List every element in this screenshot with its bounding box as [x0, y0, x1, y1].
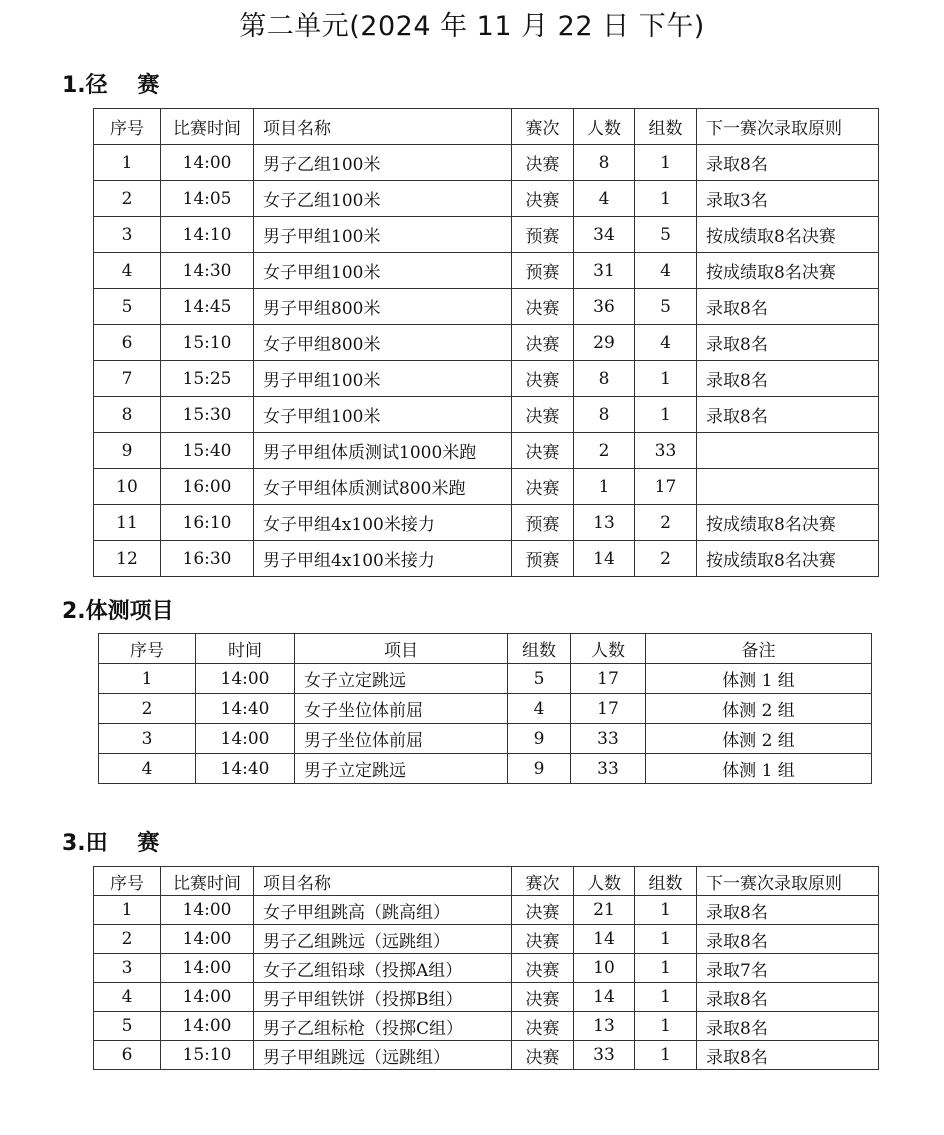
cell-time: 14:00: [161, 1012, 254, 1041]
cell-round: 预赛: [512, 505, 574, 541]
cell-round: 决赛: [512, 469, 574, 505]
cell-note: 体测 2 组: [646, 724, 872, 754]
table-row: [94, 541, 879, 577]
cell-groups: 1: [635, 954, 697, 983]
cell-time: 15:40: [161, 433, 254, 469]
cell-groups: 17: [635, 469, 697, 505]
cell-note: 体测 1 组: [646, 754, 872, 784]
cell-advance-rule: 录取8名: [697, 289, 879, 325]
cell-event: 女子甲组4x100米接力: [254, 505, 512, 541]
cell-advance-rule: 录取7名: [697, 954, 879, 983]
cell-advance-rule: 录取8名: [697, 983, 879, 1012]
cell-participants: 2: [574, 433, 635, 469]
cell-round: 决赛: [512, 145, 574, 181]
column-header-participants: 人数: [571, 634, 646, 664]
cell-time: 14:45: [161, 289, 254, 325]
cell-groups: 1: [635, 896, 697, 925]
cell-participants: 31: [574, 253, 635, 289]
column-header-index: 序号: [94, 109, 161, 145]
table-row: [99, 694, 872, 724]
cell-round: 决赛: [512, 181, 574, 217]
cell-advance-rule: 录取8名: [697, 325, 879, 361]
table-row: [99, 754, 872, 784]
cell-event: 女子甲组跳高（跳高组）: [254, 896, 512, 925]
cell-groups: 9: [508, 724, 571, 754]
cell-participants: 36: [574, 289, 635, 325]
cell-time: 15:10: [161, 325, 254, 361]
cell-groups: 33: [635, 433, 697, 469]
cell-index: 2: [99, 694, 196, 724]
cell-time: 16:30: [161, 541, 254, 577]
cell-advance-rule: 录取8名: [697, 397, 879, 433]
cell-round: 决赛: [512, 289, 574, 325]
cell-round: 决赛: [512, 925, 574, 954]
cell-event: 男子甲组体质测试1000米跑: [254, 433, 512, 469]
table-row: [99, 724, 872, 754]
cell-participants: 10: [574, 954, 635, 983]
cell-groups: 1: [635, 1041, 697, 1070]
cell-advance-rule: 按成绩取8名决赛: [697, 541, 879, 577]
cell-index: 9: [94, 433, 161, 469]
cell-index: 5: [94, 289, 161, 325]
table-header-row: [99, 634, 872, 664]
cell-participants: 33: [571, 724, 646, 754]
cell-time: 14:40: [196, 694, 295, 724]
cell-groups: 4: [635, 325, 697, 361]
table-row: [94, 325, 879, 361]
cell-event: 男子甲组铁饼（投掷B组）: [254, 983, 512, 1012]
cell-advance-rule: 录取8名: [697, 1012, 879, 1041]
cell-groups: 5: [635, 217, 697, 253]
cell-round: 决赛: [512, 1012, 574, 1041]
table-row: [94, 954, 879, 983]
cell-groups: 1: [635, 361, 697, 397]
cell-index: 1: [94, 145, 161, 181]
cell-participants: 4: [574, 181, 635, 217]
cell-time: 14:10: [161, 217, 254, 253]
page-title: 第二单元(2024 年 11 月 22 日 下午): [239, 11, 705, 42]
cell-index: 5: [94, 1012, 161, 1041]
track-section-heading: 1.径 赛: [62, 73, 160, 98]
cell-time: 14:05: [161, 181, 254, 217]
field-schedule-table: [93, 866, 879, 1070]
cell-event: 女子立定跳远: [295, 664, 508, 694]
cell-note: 体测 2 组: [646, 694, 872, 724]
cell-groups: 4: [635, 253, 697, 289]
column-header-time: 时间: [196, 634, 295, 664]
column-header-groups: 组数: [635, 109, 697, 145]
cell-round: 决赛: [512, 325, 574, 361]
cell-groups: 1: [635, 1012, 697, 1041]
cell-event: 男子乙组标枪（投掷C组）: [254, 1012, 512, 1041]
cell-participants: 33: [571, 754, 646, 784]
cell-participants: 1: [574, 469, 635, 505]
cell-groups: 1: [635, 925, 697, 954]
cell-groups: 4: [508, 694, 571, 724]
cell-time: 14:00: [161, 954, 254, 983]
cell-event: 男子立定跳远: [295, 754, 508, 784]
cell-round: 预赛: [512, 217, 574, 253]
cell-index: 4: [94, 983, 161, 1012]
cell-round: 决赛: [512, 1041, 574, 1070]
field-section-heading: 3.田 赛: [62, 831, 160, 856]
cell-index: 2: [94, 181, 161, 217]
table-row: [94, 469, 879, 505]
cell-participants: 14: [574, 925, 635, 954]
cell-participants: 14: [574, 983, 635, 1012]
table-row: [94, 896, 879, 925]
cell-round: 决赛: [512, 954, 574, 983]
table-header-row: [94, 867, 879, 896]
table-row: [94, 983, 879, 1012]
cell-event: 女子甲组100米: [254, 253, 512, 289]
column-header-event: 项目: [295, 634, 508, 664]
table-row: [94, 253, 879, 289]
cell-event: 男子坐位体前屈: [295, 724, 508, 754]
cell-event: 男子甲组100米: [254, 361, 512, 397]
cell-participants: 13: [574, 505, 635, 541]
cell-time: 15:10: [161, 1041, 254, 1070]
cell-event: 男子甲组4x100米接力: [254, 541, 512, 577]
table-row: [94, 181, 879, 217]
cell-advance-rule: [697, 433, 879, 469]
column-header-event: 项目名称: [254, 109, 512, 145]
cell-time: 14:00: [196, 664, 295, 694]
cell-event: 女子甲组体质测试800米跑: [254, 469, 512, 505]
cell-groups: 9: [508, 754, 571, 784]
cell-time: 14:00: [161, 983, 254, 1012]
cell-index: 7: [94, 361, 161, 397]
cell-participants: 17: [571, 664, 646, 694]
cell-advance-rule: 录取8名: [697, 896, 879, 925]
cell-event: 男子甲组800米: [254, 289, 512, 325]
fitness-section-heading: 2.体测项目: [62, 599, 174, 624]
table-row: [94, 397, 879, 433]
cell-time: 14:00: [196, 724, 295, 754]
cell-groups: 2: [635, 541, 697, 577]
fitness-schedule-table: [98, 633, 872, 784]
cell-advance-rule: 按成绩取8名决赛: [697, 253, 879, 289]
column-header-event: 项目名称: [254, 867, 512, 896]
cell-event: 男子乙组100米: [254, 145, 512, 181]
cell-advance-rule: 录取8名: [697, 1041, 879, 1070]
table-row: [94, 1041, 879, 1070]
cell-participants: 8: [574, 145, 635, 181]
column-header-groups: 组数: [508, 634, 571, 664]
cell-advance-rule: [697, 469, 879, 505]
table-row: [94, 361, 879, 397]
cell-index: 2: [94, 925, 161, 954]
cell-index: 4: [94, 253, 161, 289]
cell-round: 预赛: [512, 541, 574, 577]
table-header-row: [94, 109, 879, 145]
cell-event: 女子坐位体前屈: [295, 694, 508, 724]
table-row: [94, 217, 879, 253]
cell-participants: 8: [574, 361, 635, 397]
cell-participants: 29: [574, 325, 635, 361]
table-row: [94, 145, 879, 181]
cell-participants: 13: [574, 1012, 635, 1041]
cell-event: 女子甲组100米: [254, 397, 512, 433]
cell-event: 女子乙组铅球（投掷A组）: [254, 954, 512, 983]
cell-round: 决赛: [512, 397, 574, 433]
cell-event: 男子甲组跳远（远跳组）: [254, 1041, 512, 1070]
cell-event: 男子乙组跳远（远跳组）: [254, 925, 512, 954]
cell-advance-rule: 录取8名: [697, 361, 879, 397]
cell-groups: 1: [635, 181, 697, 217]
cell-index: 11: [94, 505, 161, 541]
cell-index: 6: [94, 325, 161, 361]
cell-time: 14:40: [196, 754, 295, 784]
cell-participants: 34: [574, 217, 635, 253]
cell-groups: 2: [635, 505, 697, 541]
cell-round: 决赛: [512, 433, 574, 469]
cell-groups: 1: [635, 145, 697, 181]
cell-index: 6: [94, 1041, 161, 1070]
column-header-index: 序号: [99, 634, 196, 664]
cell-participants: 8: [574, 397, 635, 433]
cell-index: 3: [94, 954, 161, 983]
cell-time: 15:30: [161, 397, 254, 433]
cell-advance-rule: 录取3名: [697, 181, 879, 217]
column-header-groups: 组数: [635, 867, 697, 896]
column-header-participants: 人数: [574, 109, 635, 145]
table-row: [94, 433, 879, 469]
cell-participants: 33: [574, 1041, 635, 1070]
cell-index: 1: [99, 664, 196, 694]
table-row: [94, 289, 879, 325]
cell-index: 12: [94, 541, 161, 577]
column-header-note: 备注: [646, 634, 872, 664]
cell-advance-rule: 录取8名: [697, 925, 879, 954]
cell-event: 男子甲组100米: [254, 217, 512, 253]
column-header-index: 序号: [94, 867, 161, 896]
cell-participants: 17: [571, 694, 646, 724]
cell-time: 14:30: [161, 253, 254, 289]
cell-round: 决赛: [512, 983, 574, 1012]
cell-time: 14:00: [161, 925, 254, 954]
column-header-time: 比赛时间: [161, 109, 254, 145]
table-row: [94, 1012, 879, 1041]
column-header-advance-rule: 下一赛次录取原则: [697, 867, 879, 896]
cell-index: 4: [99, 754, 196, 784]
column-header-participants: 人数: [574, 867, 635, 896]
cell-round: 预赛: [512, 253, 574, 289]
table-row: [94, 925, 879, 954]
cell-index: 3: [94, 217, 161, 253]
cell-time: 15:25: [161, 361, 254, 397]
cell-groups: 1: [635, 397, 697, 433]
cell-note: 体测 1 组: [646, 664, 872, 694]
table-row: [99, 664, 872, 694]
column-header-round: 赛次: [512, 109, 574, 145]
cell-round: 决赛: [512, 361, 574, 397]
cell-time: 16:10: [161, 505, 254, 541]
cell-participants: 14: [574, 541, 635, 577]
track-schedule-table: [93, 108, 879, 577]
cell-round: 决赛: [512, 896, 574, 925]
cell-index: 3: [99, 724, 196, 754]
cell-index: 1: [94, 896, 161, 925]
column-header-advance-rule: 下一赛次录取原则: [697, 109, 879, 145]
column-header-round: 赛次: [512, 867, 574, 896]
cell-advance-rule: 按成绩取8名决赛: [697, 217, 879, 253]
cell-participants: 21: [574, 896, 635, 925]
column-header-time: 比赛时间: [161, 867, 254, 896]
cell-index: 10: [94, 469, 161, 505]
cell-index: 8: [94, 397, 161, 433]
cell-time: 14:00: [161, 896, 254, 925]
cell-time: 14:00: [161, 145, 254, 181]
cell-groups: 1: [635, 983, 697, 1012]
cell-groups: 5: [508, 664, 571, 694]
cell-advance-rule: 按成绩取8名决赛: [697, 505, 879, 541]
cell-groups: 5: [635, 289, 697, 325]
cell-event: 女子甲组800米: [254, 325, 512, 361]
cell-advance-rule: 录取8名: [697, 145, 879, 181]
cell-time: 16:00: [161, 469, 254, 505]
cell-event: 女子乙组100米: [254, 181, 512, 217]
table-row: [94, 505, 879, 541]
